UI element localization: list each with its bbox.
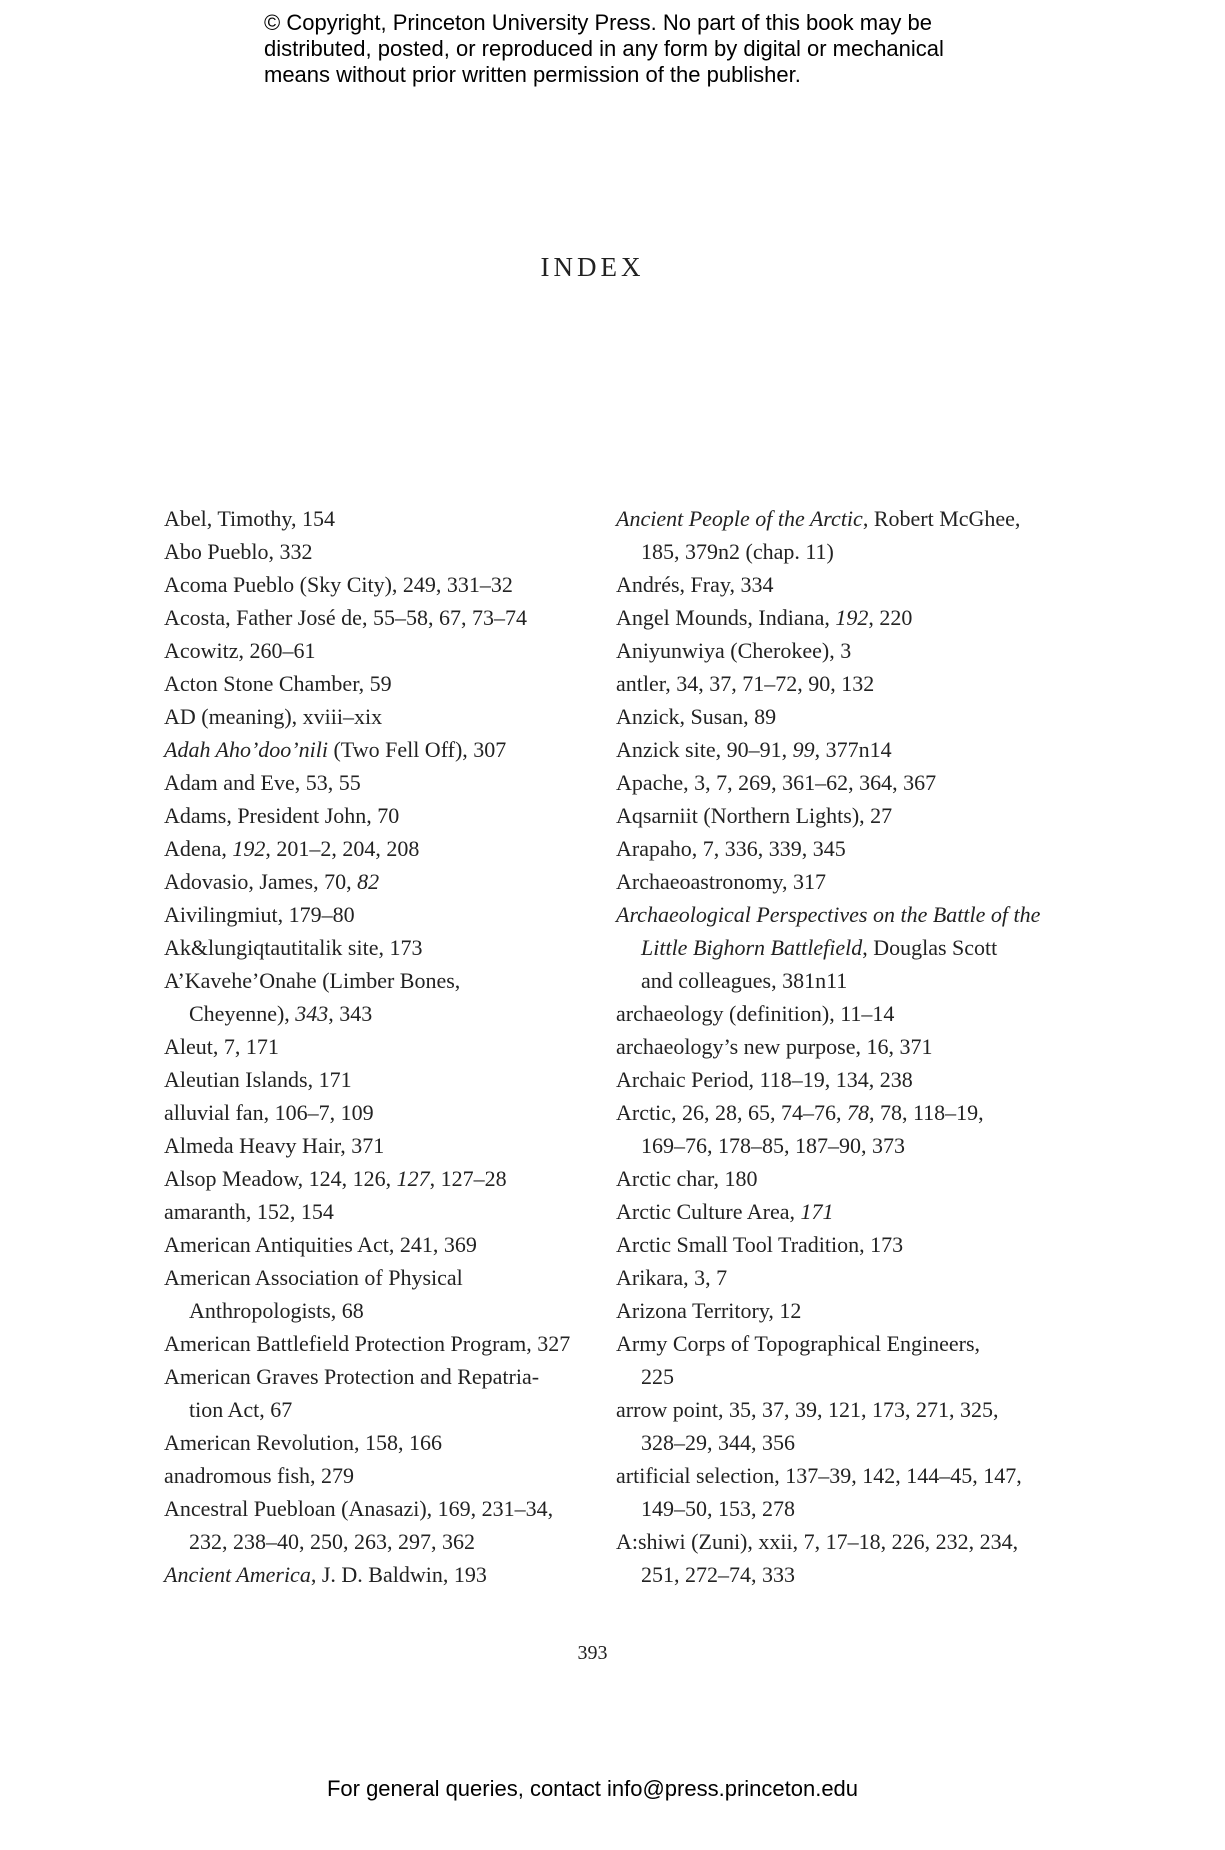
index-entry: Arctic char, 180: [616, 1166, 758, 1191]
index-entry: anadromous fish, 279: [164, 1463, 355, 1488]
index-entry: American Graves Protection and Repatria- tion Act, 67: [164, 1364, 540, 1422]
copyright-line: distributed, posted, or reproduced in any form by digital or mechanical: [264, 36, 944, 61]
index-entry: Aleutian Islands, 171: [164, 1067, 352, 1092]
index-entry: Arctic Small Tool Tradition, 173: [616, 1232, 904, 1257]
index-entry: Acowitz, 260–61: [164, 638, 316, 663]
index-entry: archaeology’s new purpose, 16, 371: [616, 1034, 933, 1059]
index-entry: Alsop Meadow, 124, 126, 127, 127–28: [164, 1166, 507, 1191]
index-entry: Ancient People of the Arctic, Robert McGhee, 185, 379n2 (chap. 11): [616, 506, 1021, 564]
index-entry: Adah Aho’doo’nili (Two Fell Off), 307: [164, 737, 507, 762]
index-entry: amaranth, 152, 154: [164, 1199, 334, 1224]
index-entry: Anzick site, 90–91, 99, 377n14: [616, 737, 892, 762]
index-entry: Ak&lungiqtautitalik site, 173: [164, 935, 423, 960]
index-entry: Adovasio, James, 70, 82: [164, 869, 380, 894]
index-entry: American Revolution, 158, 166: [164, 1430, 443, 1455]
index-entry: Angel Mounds, Indiana, 192, 220: [616, 605, 913, 630]
index-entry: AD (meaning), xviii–xix: [164, 704, 383, 729]
index-entry: Arizona Territory, 12: [616, 1298, 802, 1323]
index-entry: American Battlefield Protection Program, 327: [164, 1331, 571, 1356]
index-entry: Adams, President John, 70: [164, 803, 400, 828]
index-entry: American Association of Physical Anthropologists, 68: [164, 1265, 463, 1323]
index-entry: Arapaho, 7, 336, 339, 345: [616, 836, 846, 861]
index-entry: Acton Stone Chamber, 59: [164, 671, 392, 696]
index-entry: Apache, 3, 7, 269, 361–62, 364, 367: [616, 770, 937, 795]
copyright-line: means without prior written permission of the publisher.: [264, 62, 801, 87]
index-entry: Army Corps of Topographical Engineers, 225: [616, 1331, 981, 1389]
index-entry: archaeology (definition), 11–14: [616, 1001, 895, 1026]
copyright-line: © Copyright, Princeton University Press. No part of this book may be: [264, 10, 932, 35]
index-entry: Aniyunwiya (Cherokee), 3: [616, 638, 852, 663]
index-entry: Abo Pueblo, 332: [164, 539, 313, 564]
footer-contact: For general queries, contact info@press.princeton.edu: [326, 1776, 859, 1801]
index-column-left: [164, 502, 574, 1591]
page-title: INDEX: [540, 252, 645, 282]
index-entry: alluvial fan, 106–7, 109: [164, 1100, 374, 1125]
index-entry: Acoma Pueblo (Sky City), 249, 331–32: [164, 572, 513, 597]
index-entry: antler, 34, 37, 71–72, 90, 132: [616, 671, 875, 696]
index-entry: Ancestral Puebloan (Anasazi), 169, 231–34, 232, 238–40, 250, 263, 297, 362: [164, 1496, 554, 1554]
index-entry: Arikara, 3, 7: [616, 1265, 728, 1290]
index-entry: Ancient America, J. D. Baldwin, 193: [164, 1562, 487, 1587]
index-column-right: [616, 502, 1041, 1591]
index-entry: Anzick, Susan, 89: [616, 704, 777, 729]
index-entry: Aqsarniit (Northern Lights), 27: [616, 803, 893, 828]
copyright-notice: [264, 10, 1024, 88]
index-entry: Archaeoastronomy, 317: [616, 869, 826, 894]
index-entry: A:shiwi (Zuni), xxii, 7, 17–18, 226, 232, 234, 251, 272–74, 333: [616, 1529, 1019, 1587]
page-number: 393: [577, 1642, 608, 1664]
index-entry: Aivilingmiut, 179–80: [164, 902, 355, 927]
index-entry: Arctic, 26, 28, 65, 74–76, 78, 78, 118–19, 169–76, 178–85, 187–90, 373: [616, 1100, 984, 1158]
index-entry: Abel, Timothy, 154: [164, 506, 335, 531]
index-entry: Andrés, Fray, 334: [616, 572, 774, 597]
index-entry: A’Kavehe’Onahe (Limber Bones, Cheyenne), 343, 343: [164, 968, 461, 1026]
index-entry: Adam and Eve, 53, 55: [164, 770, 361, 795]
index-entry: Aleut, 7, 171: [164, 1034, 279, 1059]
index-entry: Arctic Culture Area, 171: [616, 1199, 834, 1224]
index-entry: arrow point, 35, 37, 39, 121, 173, 271, 325, 328–29, 344, 356: [616, 1397, 999, 1455]
index-entry: Adena, 192, 201–2, 204, 208: [164, 836, 420, 861]
index-entry: Archaic Period, 118–19, 134, 238: [616, 1067, 913, 1092]
index-entry: artificial selection, 137–39, 142, 144–45, 147, 149–50, 153, 278: [616, 1463, 1022, 1521]
index-entry: Almeda Heavy Hair, 371: [164, 1133, 385, 1158]
index-entry: American Antiquities Act, 241, 369: [164, 1232, 477, 1257]
index-entry: Archaeological Perspectives on the Battle of the Little Bighorn Battlefield, Douglas Scott and colleagues, 381n11: [616, 902, 1041, 993]
index-entry: Acosta, Father José de, 55–58, 67, 73–74: [164, 605, 527, 630]
